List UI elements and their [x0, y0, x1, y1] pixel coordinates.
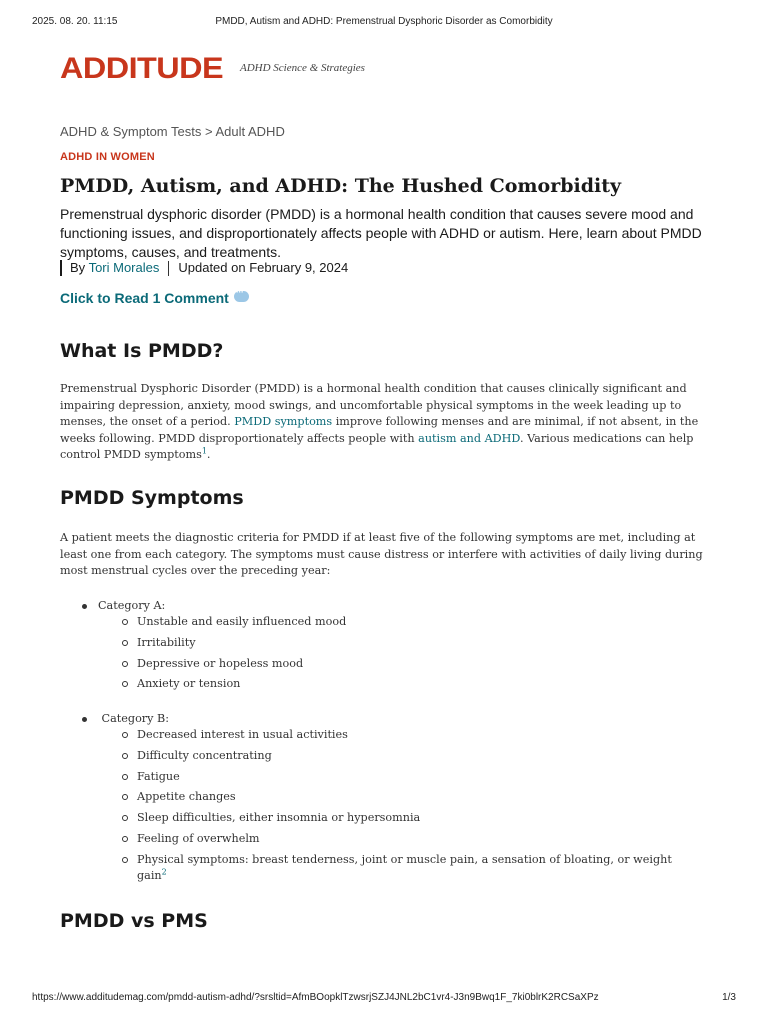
site-brand[interactable] — [60, 52, 365, 86]
breadcrumb — [60, 124, 710, 139]
list-item: Fatigue — [60, 769, 710, 785]
category-kicker[interactable]: ADHD IN WOMEN — [60, 151, 155, 163]
page-title: PMDD, Autism, and ADHD: The Hushed Comorbidity — [60, 175, 622, 197]
read-comments-label[interactable]: Click to Read 1 Comment — [60, 290, 229, 306]
byline — [60, 260, 348, 276]
reference-1-link[interactable]: 1 — [201, 446, 207, 456]
list-item: Unstable and easily influenced mood — [60, 614, 710, 630]
updated-date: Updated on February 9, 2024 — [178, 260, 349, 275]
list-item: Anxiety or tension — [60, 676, 710, 692]
what-text-1: Premenstrual Dysphoric Disorder (PMDD) is a hormonal health condition that causes clinically significant and impairing depression, anxiety, mood swings, and uncomfortable physical symptoms in the week leading up to menses, the onset of a period. — [60, 382, 687, 428]
breadcrumb-link-symptom-tests[interactable]: ADHD & Symptom Tests — [60, 124, 202, 139]
category-b-list — [60, 711, 710, 889]
pmdd-symptoms-link[interactable]: PMDD symptoms — [234, 415, 333, 428]
print-footer — [32, 992, 736, 1006]
print-date: 2025. 08. 20. 11:15 — [32, 16, 118, 27]
author-link[interactable]: Tori Morales — [88, 260, 160, 275]
print-document-title: PMDD, Autism and ADHD: Premenstrual Dysphoric Disorder as Comorbidity — [215, 16, 553, 27]
additude-logo[interactable]: ADDITUDE — [60, 52, 224, 85]
category-a-list — [60, 598, 710, 697]
what-text-4: . — [206, 448, 211, 461]
speech-bubble-icon[interactable] — [234, 291, 249, 302]
category-a-label: Category A: — [60, 598, 710, 614]
site-tagline: ADHD Science & Strategies — [240, 62, 365, 74]
read-comments-link[interactable] — [60, 290, 710, 306]
section-heading-what-is-pmdd: What Is PMDD? — [60, 340, 224, 362]
list-item: Irritability — [60, 635, 710, 651]
print-page-number: 1/3 — [722, 992, 736, 1003]
symptoms-intro-paragraph: A patient meets the diagnostic criteria for PMDD if at least five of the following symptoms are met, including at least one from each category. The symptoms must cause distress or interfere with activities of daily living during most menstrual cycles over the preceding year: — [60, 531, 703, 577]
breadcrumb-separator: > — [201, 124, 216, 139]
byline-divider — [168, 261, 169, 276]
autism-and-adhd-link[interactable]: autism and ADHD — [418, 431, 520, 445]
list-item: Depressive or hopeless mood — [60, 656, 710, 672]
list-item: Feeling of overwhelm — [60, 831, 710, 847]
article-dek: Premenstrual dysphoric disorder (PMDD) is a hormonal health condition that causes severe mood and functioning issues, and disproportionately affects people with ADHD or autism. Here, learn about PMDD symptoms, causes, and treatments. — [60, 206, 702, 260]
print-header — [32, 16, 736, 30]
list-item: Decreased interest in usual activities — [60, 727, 710, 743]
list-item — [60, 852, 710, 884]
byline-by: By — [70, 260, 86, 275]
print-url: https://www.additudemag.com/pmdd-autism-adhd/?srsltid=AfmBOopklTzwsrjSZJ4JNL2bC1vr4-J3n9Bwq1F_7ki0blrK2RCSaXPz — [32, 992, 599, 1003]
list-item-text: Physical symptoms: breast tenderness, joint or muscle pain, a sensation of bloating, or weight gain — [137, 852, 672, 882]
what-text-2: improve following menses and are minimal, if not absent, in the weeks following. PMDD disproportionately affects people with — [60, 415, 699, 445]
reference-2-link[interactable]: 2 — [161, 867, 167, 877]
list-item: Appetite changes — [60, 789, 710, 805]
breadcrumb-link-adult-adhd[interactable]: Adult ADHD — [215, 124, 285, 139]
list-item: Sleep difficulties, either insomnia or hypersomnia — [60, 810, 710, 826]
section-heading-pmdd-vs-pms: PMDD vs PMS — [60, 910, 208, 932]
list-item: Difficulty concentrating — [60, 748, 710, 764]
section-heading-pmdd-symptoms: PMDD Symptoms — [60, 487, 244, 509]
what-text-3: . Various medications can help control PMDD symptoms — [60, 431, 694, 461]
category-b-label: Category B: — [60, 711, 710, 727]
what-is-pmdd-paragraph — [60, 381, 710, 464]
